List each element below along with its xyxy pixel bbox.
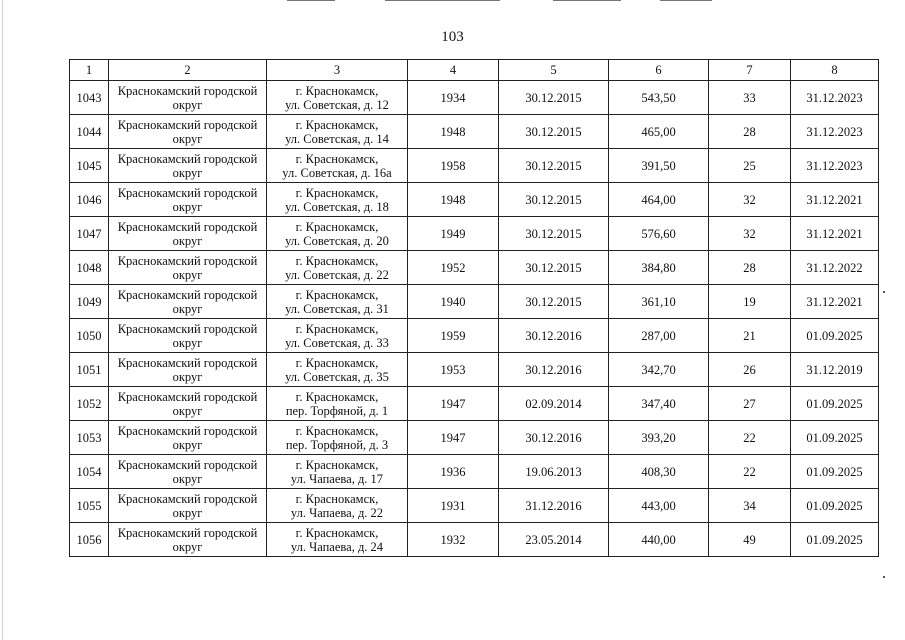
area-cell: 464,00 xyxy=(609,183,709,217)
deadline-cell: 31.12.2021 xyxy=(791,183,879,217)
owner-cell xyxy=(109,285,267,319)
row-number-cell: 1054 xyxy=(70,455,109,489)
address-line-1: г. Краснокамск, xyxy=(295,423,379,438)
count-cell: 32 xyxy=(709,183,791,217)
date-cell: 31.12.2016 xyxy=(499,489,609,523)
address-line-1: г. Краснокамск, xyxy=(295,389,379,404)
date-cell: 30.12.2015 xyxy=(499,183,609,217)
address-line-2: пер. Торфяной, д. 3 xyxy=(285,437,389,452)
column-header: 5 xyxy=(499,60,609,81)
year-cell: 1952 xyxy=(408,251,499,285)
column-header: 8 xyxy=(791,60,879,81)
table-row xyxy=(70,149,879,183)
date-cell: 30.12.2015 xyxy=(499,251,609,285)
deadline-cell: 31.12.2021 xyxy=(791,217,879,251)
address-line-2: ул. Советская, д. 18 xyxy=(285,199,389,214)
table-row xyxy=(70,489,879,523)
deadline-cell: 01.09.2025 xyxy=(791,421,879,455)
count-cell: 25 xyxy=(709,149,791,183)
area-cell: 443,00 xyxy=(609,489,709,523)
year-cell: 1949 xyxy=(408,217,499,251)
address-line-1: г. Краснокамск, xyxy=(295,355,379,370)
count-cell: 22 xyxy=(709,421,791,455)
owner-line-2: округ xyxy=(172,539,203,554)
area-cell: 384,80 xyxy=(609,251,709,285)
owner-line-1: Краснокамский городской xyxy=(117,117,258,132)
scan-speck xyxy=(883,576,885,578)
row-number-cell: 1049 xyxy=(70,285,109,319)
deadline-cell: 01.09.2025 xyxy=(791,319,879,353)
column-header: 1 xyxy=(70,60,109,81)
year-cell: 1959 xyxy=(408,319,499,353)
deadline-cell: 01.09.2025 xyxy=(791,489,879,523)
owner-line-2: округ xyxy=(172,369,203,384)
address-cell xyxy=(267,115,408,149)
year-cell: 1932 xyxy=(408,523,499,557)
table-row xyxy=(70,115,879,149)
address-cell xyxy=(267,183,408,217)
owner-line-2: округ xyxy=(172,131,203,146)
address-line-2: ул. Чапаева, д. 24 xyxy=(290,539,384,554)
year-cell: 1953 xyxy=(408,353,499,387)
deadline-cell: 31.12.2021 xyxy=(791,285,879,319)
address-line-2: ул. Чапаева, д. 22 xyxy=(290,505,384,520)
owner-line-2: округ xyxy=(172,199,203,214)
year-cell: 1934 xyxy=(408,81,499,115)
owner-line-1: Краснокамский городской xyxy=(117,423,258,438)
area-cell: 347,40 xyxy=(609,387,709,421)
count-cell: 32 xyxy=(709,217,791,251)
owner-line-2: округ xyxy=(172,471,203,486)
owner-cell xyxy=(109,81,267,115)
row-number-cell: 1055 xyxy=(70,489,109,523)
table-row xyxy=(70,421,879,455)
table-row xyxy=(70,285,879,319)
count-cell: 26 xyxy=(709,353,791,387)
area-cell: 391,50 xyxy=(609,149,709,183)
housing-registry-table xyxy=(69,59,879,557)
address-line-1: г. Краснокамск, xyxy=(295,491,379,506)
area-cell: 543,50 xyxy=(609,81,709,115)
date-cell: 30.12.2016 xyxy=(499,353,609,387)
date-cell: 02.09.2014 xyxy=(499,387,609,421)
address-cell xyxy=(267,319,408,353)
address-line-1: г. Краснокамск, xyxy=(295,457,379,472)
area-cell: 393,20 xyxy=(609,421,709,455)
year-cell: 1958 xyxy=(408,149,499,183)
row-number-cell: 1056 xyxy=(70,523,109,557)
row-number-cell: 1045 xyxy=(70,149,109,183)
column-header: 3 xyxy=(267,60,408,81)
owner-line-1: Краснокамский городской xyxy=(117,491,258,506)
date-cell: 30.12.2015 xyxy=(499,115,609,149)
count-cell: 21 xyxy=(709,319,791,353)
year-cell: 1947 xyxy=(408,421,499,455)
deadline-cell: 31.12.2019 xyxy=(791,353,879,387)
owner-cell xyxy=(109,183,267,217)
area-cell: 342,70 xyxy=(609,353,709,387)
address-line-1: г. Краснокамск, xyxy=(295,219,379,234)
owner-cell xyxy=(109,115,267,149)
date-cell: 30.12.2015 xyxy=(499,149,609,183)
owner-line-2: округ xyxy=(172,165,203,180)
table-row xyxy=(70,319,879,353)
header-row xyxy=(70,60,879,81)
owner-line-2: округ xyxy=(172,403,203,418)
table-row xyxy=(70,387,879,421)
address-line-2: ул. Советская, д. 16а xyxy=(282,165,392,180)
count-cell: 34 xyxy=(709,489,791,523)
address-cell xyxy=(267,149,408,183)
year-cell: 1936 xyxy=(408,455,499,489)
owner-line-2: округ xyxy=(172,97,203,112)
row-number-cell: 1047 xyxy=(70,217,109,251)
address-line-2: ул. Советская, д. 12 xyxy=(285,97,389,112)
year-cell: 1947 xyxy=(408,387,499,421)
owner-line-1: Краснокамский городской xyxy=(117,321,258,336)
column-header: 2 xyxy=(109,60,267,81)
address-line-2: ул. Советская, д. 14 xyxy=(285,131,389,146)
address-line-2: ул. Советская, д. 33 xyxy=(285,335,389,350)
count-cell: 49 xyxy=(709,523,791,557)
address-cell xyxy=(267,421,408,455)
deadline-cell: 31.12.2022 xyxy=(791,251,879,285)
address-cell xyxy=(267,217,408,251)
header-rule-4 xyxy=(660,0,712,1)
area-cell: 440,00 xyxy=(609,523,709,557)
scan-speck xyxy=(883,291,885,293)
address-line-1: г. Краснокамск, xyxy=(295,151,379,166)
owner-cell xyxy=(109,217,267,251)
column-header: 7 xyxy=(709,60,791,81)
owner-cell xyxy=(109,319,267,353)
address-cell xyxy=(267,455,408,489)
row-number-cell: 1052 xyxy=(70,387,109,421)
owner-line-2: округ xyxy=(172,437,203,452)
owner-cell xyxy=(109,455,267,489)
row-number-cell: 1044 xyxy=(70,115,109,149)
area-cell: 576,60 xyxy=(609,217,709,251)
owner-line-2: округ xyxy=(172,301,203,316)
column-header: 6 xyxy=(609,60,709,81)
row-number-cell: 1053 xyxy=(70,421,109,455)
count-cell: 27 xyxy=(709,387,791,421)
owner-cell xyxy=(109,353,267,387)
deadline-cell: 31.12.2023 xyxy=(791,115,879,149)
date-cell: 30.12.2015 xyxy=(499,81,609,115)
date-cell: 30.12.2015 xyxy=(499,285,609,319)
area-cell: 361,10 xyxy=(609,285,709,319)
address-cell xyxy=(267,285,408,319)
header-rule-2 xyxy=(385,0,500,1)
table-row xyxy=(70,353,879,387)
owner-line-1: Краснокамский городской xyxy=(117,219,258,234)
area-cell: 465,00 xyxy=(609,115,709,149)
owner-line-1: Краснокамский городской xyxy=(117,355,258,370)
owner-cell xyxy=(109,421,267,455)
date-cell: 30.12.2016 xyxy=(499,421,609,455)
area-cell: 287,00 xyxy=(609,319,709,353)
owner-line-1: Краснокамский городской xyxy=(117,151,258,166)
owner-cell xyxy=(109,523,267,557)
owner-line-1: Краснокамский городской xyxy=(117,457,258,472)
owner-line-1: Краснокамский городской xyxy=(117,83,258,98)
count-cell: 22 xyxy=(709,455,791,489)
deadline-cell: 31.12.2023 xyxy=(791,81,879,115)
owner-line-1: Краснокамский городской xyxy=(117,185,258,200)
deadline-cell: 01.09.2025 xyxy=(791,387,879,421)
date-cell: 19.06.2013 xyxy=(499,455,609,489)
address-line-2: ул. Советская, д. 20 xyxy=(285,233,389,248)
scan-edge-line xyxy=(2,0,3,640)
owner-line-1: Краснокамский городской xyxy=(117,287,258,302)
row-number-cell: 1051 xyxy=(70,353,109,387)
year-cell: 1948 xyxy=(408,115,499,149)
count-cell: 28 xyxy=(709,115,791,149)
column-header: 4 xyxy=(408,60,499,81)
address-line-1: г. Краснокамск, xyxy=(295,83,379,98)
count-cell: 33 xyxy=(709,81,791,115)
owner-cell xyxy=(109,489,267,523)
table-row xyxy=(70,523,879,557)
address-line-1: г. Краснокамск, xyxy=(295,185,379,200)
address-line-1: г. Краснокамск, xyxy=(295,287,379,302)
header-rule-3 xyxy=(553,0,621,1)
address-line-2: пер. Торфяной, д. 1 xyxy=(285,403,389,418)
area-cell: 408,30 xyxy=(609,455,709,489)
row-number-cell: 1048 xyxy=(70,251,109,285)
row-number-cell: 1043 xyxy=(70,81,109,115)
address-line-1: г. Краснокамск, xyxy=(295,253,379,268)
owner-cell xyxy=(109,149,267,183)
owner-line-1: Краснокамский городской xyxy=(117,389,258,404)
owner-line-1: Краснокамский городской xyxy=(117,253,258,268)
date-cell: 30.12.2016 xyxy=(499,319,609,353)
deadline-cell: 01.09.2025 xyxy=(791,455,879,489)
address-cell xyxy=(267,489,408,523)
table-row xyxy=(70,217,879,251)
owner-line-2: округ xyxy=(172,505,203,520)
row-number-cell: 1046 xyxy=(70,183,109,217)
count-cell: 19 xyxy=(709,285,791,319)
address-cell xyxy=(267,353,408,387)
deadline-cell: 01.09.2025 xyxy=(791,523,879,557)
address-line-1: г. Краснокамск, xyxy=(295,117,379,132)
table-row xyxy=(70,81,879,115)
address-line-1: г. Краснокамск, xyxy=(295,321,379,336)
address-cell xyxy=(267,251,408,285)
address-cell xyxy=(267,387,408,421)
row-number-cell: 1050 xyxy=(70,319,109,353)
owner-line-2: округ xyxy=(172,267,203,282)
owner-line-2: округ xyxy=(172,233,203,248)
address-cell xyxy=(267,523,408,557)
date-cell: 23.05.2014 xyxy=(499,523,609,557)
table-row xyxy=(70,183,879,217)
address-line-2: ул. Советская, д. 22 xyxy=(285,267,389,282)
owner-cell xyxy=(109,387,267,421)
page-number: 103 xyxy=(441,29,464,45)
owner-cell xyxy=(109,251,267,285)
count-cell: 28 xyxy=(709,251,791,285)
table-row xyxy=(70,455,879,489)
address-line-2: ул. Советская, д. 35 xyxy=(285,369,389,384)
year-cell: 1931 xyxy=(408,489,499,523)
table-row xyxy=(70,251,879,285)
address-line-2: ул. Советская, д. 31 xyxy=(285,301,389,316)
owner-line-2: округ xyxy=(172,335,203,350)
year-cell: 1948 xyxy=(408,183,499,217)
address-cell xyxy=(267,81,408,115)
deadline-cell: 31.12.2023 xyxy=(791,149,879,183)
address-line-2: ул. Чапаева, д. 17 xyxy=(290,471,384,486)
date-cell: 30.12.2015 xyxy=(499,217,609,251)
owner-line-1: Краснокамский городской xyxy=(117,525,258,540)
address-line-1: г. Краснокамск, xyxy=(295,525,379,540)
header-rule-1 xyxy=(287,0,335,1)
year-cell: 1940 xyxy=(408,285,499,319)
